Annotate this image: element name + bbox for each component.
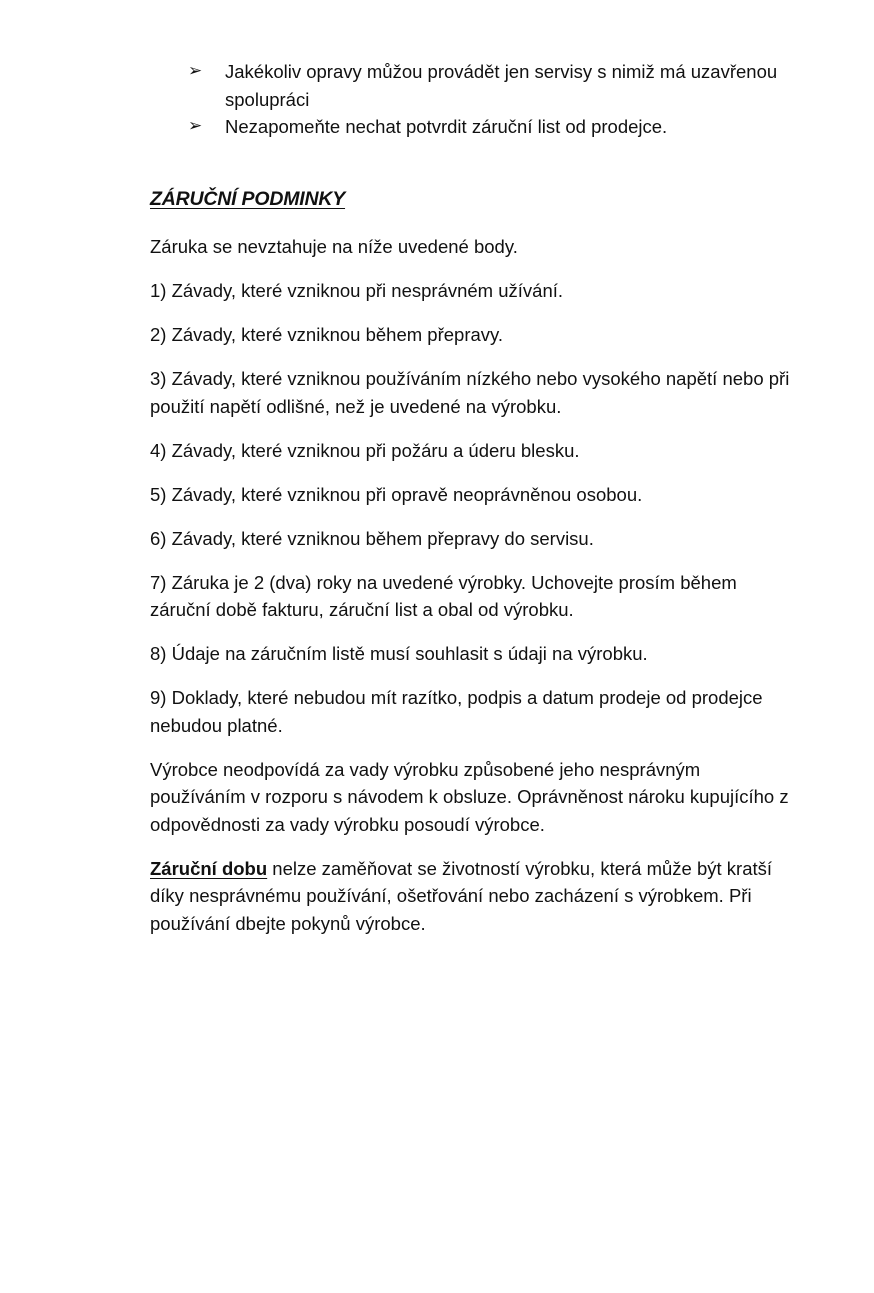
bullet-item <box>150 58 790 113</box>
conditions-body <box>150 233 790 954</box>
bullet-item <box>150 113 790 141</box>
arrow-bullet-icon: ➢ <box>188 61 203 81</box>
final-paragraph-text: nelze zaměňovat se životností výrobku, která může být kratší díky nesprávnému používání, ošetřování nebo zacházení s výrobkem. Při používání dbejte pokynů výrobce. <box>150 857 773 934</box>
condition-item: 2) Závady, které vzniknou během přepravy. <box>150 324 504 345</box>
bullet-text: Nezapomeňte nechat potvrdit záruční list od prodejce. <box>225 116 668 137</box>
section-heading: ZÁRUČNÍ PODMINKY <box>150 188 346 210</box>
condition-item: 3) Závady, které vzniknou používáním nízkého nebo vysokého napětí nebo při použití napětí odlišné, než je uvedené na výrobku. <box>150 368 790 417</box>
warranty-period-emphasis: Záruční dobu <box>150 857 268 879</box>
condition-item: 1) Závady, které vzniknou při nesprávném užívání. <box>150 280 564 301</box>
bullet-list <box>150 58 790 141</box>
bullet-text: Jakékoliv opravy můžou provádět jen servisy s nimiž má uzavřenou spolupráci <box>225 61 778 110</box>
liability-paragraph: Výrobce neodpovídá za vady výrobku způsobené jeho nesprávným používáním v rozporu s návodem k obsluze. Oprávněnost nároku kupujícího z odpovědnosti za vady výrobku posoudí výrobce. <box>150 758 789 835</box>
condition-item: 9) Doklady, které nebudou mít razítko, podpis a datum prodeje od prodejce nebudou platné. <box>150 687 763 736</box>
final-paragraph <box>150 855 790 938</box>
condition-item: 6) Závady, které vzniknou během přepravy do servisu. <box>150 527 594 549</box>
condition-item: 7) Záruka je 2 (dva) roky na uvedené výrobky. Uchovejte prosím během záruční době fakturu, záruční list a obal od výrobku. <box>150 571 737 620</box>
condition-item: 5) Závady, které vzniknou při opravě neoprávněnou osobou. <box>150 483 643 505</box>
intro-paragraph: Záruka se nevztahuje na níže uvedené body. <box>150 236 518 257</box>
arrow-bullet-icon: ➢ <box>188 116 203 136</box>
condition-item: 8) Údaje na záručním listě musí souhlasit s údaji na výrobku. <box>150 643 648 664</box>
condition-item: 4) Závady, které vzniknou při požáru a úderu blesku. <box>150 439 580 461</box>
